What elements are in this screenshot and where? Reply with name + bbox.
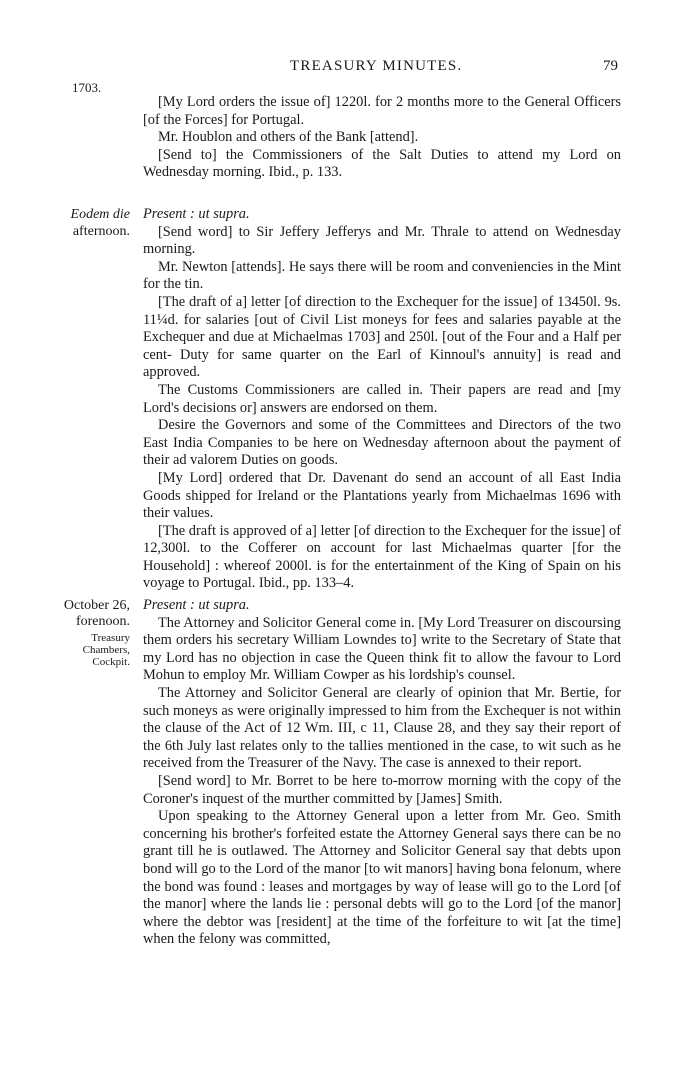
paragraph: Mr. Houblon and others of the Bank [attend].	[158, 129, 419, 146]
section-1	[143, 94, 621, 182]
paragraph: [My Lord] ordered that Dr. Davenant do send an account of all East India Goods shipped for Ireland or the Plantations yearly from Michaelmas 1696 with their values.	[143, 469, 621, 522]
paragraph: The Attorney and Solicitor General are clearly of opinion that Mr. Bertie, for such moneys as were originally impressed to him from the Exchequer is not within the clause of the Act of 12 Wm. III, c 11, Clause 28, and they say their report of the 6th July last relates only to the tallies mentioned in the case, to wit such as he received from the Treasurer of the Navy. The case is annexed to their report.	[143, 684, 621, 772]
running-head: TREASURY MINUTES.	[290, 58, 463, 74]
paragraph: [The draft of a] letter [of direction to the Exchequer for the issue] of 13450l. 9s. 11¼d. for salaries [out of Civil List moneys for fees and salaries payable at the Exchequer and due at Michaelmas 1703] and 250l. [out of the Four and a Half per cent- Duty for same quarter on the Earl of Kinnoul's annuity] is read and approved.	[143, 293, 621, 381]
paragraph: Upon speaking to the Attorney General upon a letter from Mr. Geo. Smith concerning his brother's forfeited estate the Attorney General says there can be no grant till he is outlawed. The Attorney and Solicitor General say that debts upon bond will go to the Lord of the manor [to wit manors] having bona felonum, where the bond was found : leases and mortgages by way of lease will go to the Lord [of the manor] where the lands lie : personal debts will go to the Lord [of the manor] where the debtor was [resident] at the time of the forfeiture to wit [at the time] when the felony was committed,	[143, 808, 621, 948]
section-2	[143, 206, 621, 593]
paragraph: The Attorney and Solicitor General come in. [My Lord Treasurer on discoursing them orders his secretary William Lowndes to] write to the Secretary of State that my Lord has no objection in case the Queen think fit to allow the favour to Lord Mohun to employ Mr. William Cowper as his lordship's counsel.	[143, 614, 621, 684]
paragraph: Mr. Newton [attends]. He says there will be room and conveniencies in the Mint for the tin.	[143, 258, 621, 293]
margin-place: Treasury	[91, 632, 130, 644]
paragraph: [Send word] to Mr. Borret to be here to-morrow morning with the copy of the Coroner's inquest of the murther committed by [James] Smith.	[143, 772, 621, 807]
present-line: Present : ut supra.	[143, 206, 250, 222]
paragraph: [The draft is approved of a] letter [of direction to the Exchequer for the issue] of 12,300l. to the Cofferer on account for last Michaelmas quarter [for the Household] : whereof 2000l. is for the entertainment of the King of Spain on his voyage to Portugal. Ibid., pp. 133–4.	[143, 522, 621, 592]
paragraph: Desire the Governors and some of the Committees and Directors of the two East India Companies to be here on Wednesday afternoon about the payment of their ad valorem Duties on goods.	[143, 417, 621, 469]
margin-time: afternoon.	[72, 224, 130, 239]
margin-place: Cockpit.	[92, 656, 130, 668]
margin-place: Chambers,	[82, 644, 130, 656]
paragraph: [Send to] the Commissioners of the Salt Duties to attend my Lord on Wednesday morning. Ibid., p. 133.	[143, 146, 621, 181]
margin-year: 1703.	[72, 80, 102, 95]
paragraph: [My Lord orders the issue of] 1220l. for 2 months more to the General Officers [of the Forces] for Portugal.	[143, 94, 621, 128]
margin-date: October 26,	[63, 598, 130, 613]
paragraph: The Customs Commissioners are called in. Their papers are read and [my Lord's decisions or] answers are endorsed on them.	[143, 381, 621, 416]
margin-date: Eodem die	[70, 207, 130, 222]
paragraph: [Send word] to Sir Jeffery Jefferys and Mr. Thrale to attend on Wednesday morning.	[143, 223, 621, 258]
page-number: 79	[603, 58, 618, 74]
margin-time: forenoon.	[75, 614, 130, 629]
section-3	[143, 597, 621, 949]
present-line: Present : ut supra.	[143, 597, 250, 613]
